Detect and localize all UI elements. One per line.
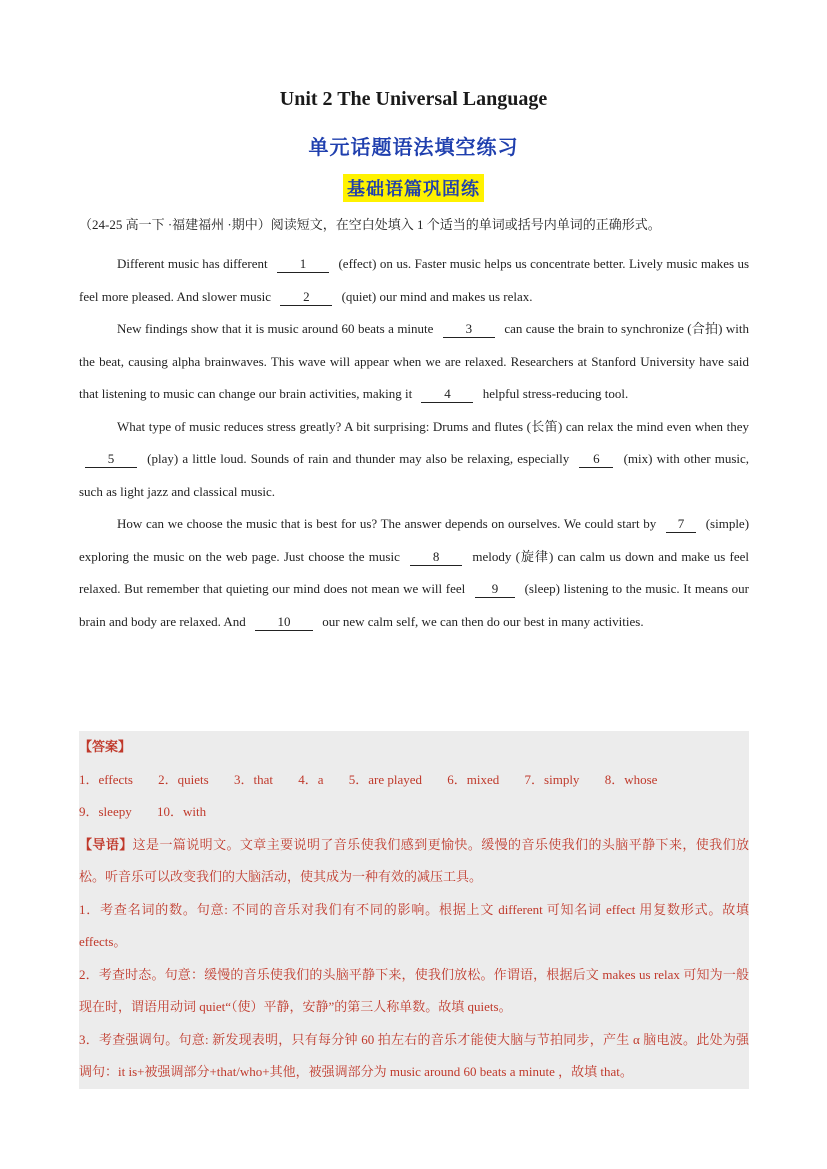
text: melody (旋律) can calm us down and make us feel relaxed. But remember that quieting our mind does not mean we will feel: [79, 548, 750, 596]
answer-item: 4．a: [298, 771, 324, 787]
blank-5[interactable]: 5: [85, 451, 137, 468]
blank-6[interactable]: 6: [579, 451, 613, 468]
answer-item: 3．that: [233, 771, 273, 787]
answer-item: 8．whose: [604, 771, 658, 787]
blank-7[interactable]: 7: [666, 516, 696, 533]
answer-item: 9．sleepy: [79, 804, 132, 819]
answer-row-2: [79, 796, 749, 829]
guide-label: 【导语】: [79, 836, 133, 852]
text: How can we choose the music that is best for us? The answer depends on ourselves. We could start by: [117, 516, 657, 531]
answer-item: 10．with: [156, 804, 207, 819]
text: (effect) on us. Faster music helps us concentrate better. Lively music makes us feel more pleased. And slower music: [79, 256, 750, 304]
text: (sleep) listening to the music. It means our brain and body are relaxed. And: [79, 581, 750, 629]
section-tag: 基础语篇巩固练: [343, 174, 484, 202]
paragraph-3: [79, 411, 749, 509]
text: (play) a little loud. Sounds of rain and thunder may also be relaxing, especially: [147, 451, 570, 466]
unit-title: Unit 2 The Universal Language: [279, 88, 548, 110]
blank-8[interactable]: 8: [410, 549, 462, 566]
text: (mix) with other music, such as light jazz and classical music.: [79, 451, 750, 499]
answer-item: 7．simply: [524, 771, 580, 787]
text: What type of music reduces stress greatly? A bit surprising: Drums and flutes (长笛) can relax the mind even when they: [117, 418, 749, 434]
text: (simple) exploring the music on the web page. Just choose the music: [79, 516, 750, 564]
exercise-instruction: （24-25 高一下 ·福建福州 ·期中）阅读短文，在空白处填入 1 个适当的单词或括号内单词的正确形式。: [79, 217, 661, 232]
blank-1[interactable]: 1: [277, 256, 329, 273]
explanation-1: 1．考查名词的数。句意: 不同的音乐对我们有不同的影响。根据上文 different 可知名词 effect 用复数形式。故填 effects。: [79, 901, 749, 949]
explanation-3: 3．考查强调句。句意: 新发现表明，只有每分钟 60 拍左右的音乐才能使大脑与节拍同步，产生 α 脑电波。此处为强调句：it is+被强调部分+that/who+其他，被强调部分为 music around 60 beats a minute ，故填 that。: [79, 1031, 749, 1079]
text: (quiet) our mind and makes us relax.: [341, 288, 533, 304]
blank-2[interactable]: 2: [280, 289, 332, 306]
guide-text: [79, 829, 749, 894]
blank-3[interactable]: 3: [443, 321, 495, 338]
answer-label: 【答案】: [79, 739, 132, 754]
reading-passage: [79, 248, 749, 638]
blank-9[interactable]: 9: [475, 581, 515, 598]
section-tag-wrap: [0, 174, 827, 202]
blank-10[interactable]: 10: [255, 614, 313, 631]
paragraph-2: [79, 313, 749, 411]
explanation-2: 2．考查时态。句意：缓慢的音乐使我们的头脑平静下来，使我们放松。作谓语，根据后文 makes us relax 可知为一般现在时，谓语用动词 quiet“（使）平静，安静”的第三人称单数。故填 quiets。: [79, 966, 749, 1014]
guide-body: 这是一篇说明文。文章主要说明了音乐使我们感到更愉快。缓慢的音乐使我们的头脑平静下来，使我们放松。听音乐可以改变我们的大脑活动，使其成为一种有效的减压工具。: [79, 836, 749, 884]
answer-item: 1．effects: [79, 771, 133, 787]
text: Different music has different: [117, 256, 268, 271]
answer-item: 6．mixed: [447, 771, 500, 787]
answer-section: [79, 731, 749, 1089]
blank-4[interactable]: 4: [421, 386, 473, 403]
answer-item: 2．quiets: [158, 771, 209, 787]
unit-subtitle: 单元话题语法填空练习: [308, 137, 519, 159]
text: helpful stress-reducing tool.: [482, 386, 629, 401]
answer-row-1: [79, 764, 749, 797]
answer-item: 5．are played: [348, 771, 423, 787]
paragraph-1: [79, 248, 749, 313]
text: our new calm self, we can then do our best in many activities.: [322, 613, 644, 629]
text: New findings show that it is music around 60 beats a minute: [117, 321, 434, 336]
paragraph-4: [79, 508, 749, 638]
text: can cause the brain to synchronize (合拍) with the beat, causing alpha brainwaves. This wave will appear when we are relaxed. Researchers at Stanford University have said that listening to music can change our brain activities, making it: [79, 321, 750, 401]
answer-content: [79, 731, 749, 1089]
